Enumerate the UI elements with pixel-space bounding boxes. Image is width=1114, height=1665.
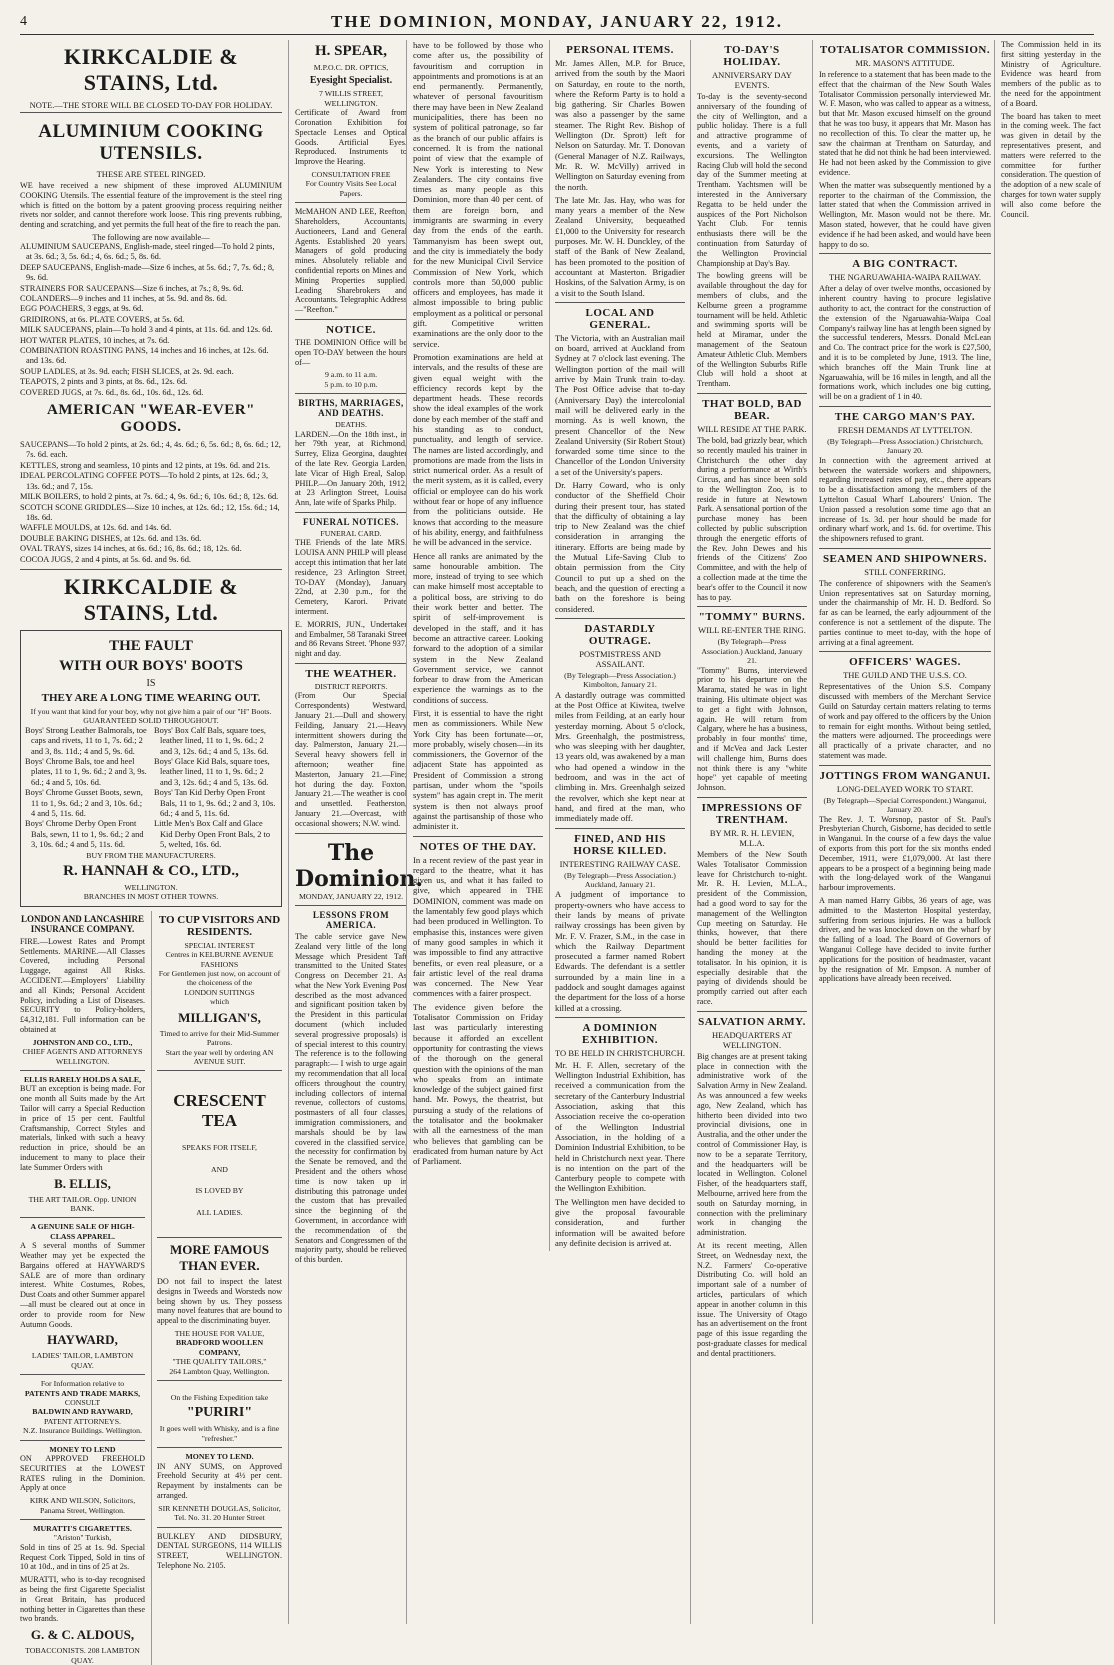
wear-ever-list (20, 440, 282, 565)
totalisator-body-2: When the matter was subsequently mentioned by a reporter to the chairman of the Commission, the latter stated that when the Commission arrived in Wellington, Mr. Mason would not be there. Mr. Mason stated, however, that he could have given evidence if he had been asked, and would have been happy to do so. (819, 180, 991, 249)
boots-list-right (154, 726, 277, 851)
officers-body: Representatives of the Union S.S. Company discussed with members of the Merchant Service Guild on Saturday certain matters relating to terms of work and pay offered to the officers by the Union to remain for eight months. Without being settled, the matters were adjourned. The proceedings were all practically of a private character, and no statement was made. (819, 682, 991, 761)
money2-title: MONEY TO LEND. (185, 1452, 254, 1462)
patent-intro: For Information relative to (40, 1379, 125, 1389)
ellis-address: THE ART TAILOR. Opp. UNION BANK. (28, 1194, 137, 1214)
editorial-para-a: have to be followed by those who come after us, the possibility of favouritism and corruption in appointments and promotions is at an end permanently. Permanently, whatever of personal favouritism there may have been in New Zealand municipalities, there has been no system of political patronage, so far as the branch of our public affairs is concerned. It is from the national point of view that the example of New York is interesting to New Zealanders. The city contains five times as many people as this Dominion, more than 40 per cent. of them are foreign born, and immigrants are swarming in every day from the ends of the earth. Tammanyism has been swept out, and the city is immediately the body for the new Municipal Civil Service Commission of New York, which controls more than 50,000 public officers and employees, has made it almost impossible to bring public employment as a political or personal gift. Competitive written examinations are the only door to the service. (413, 40, 543, 349)
bradford-tag: "THE QUALITY TAILORS," (172, 1357, 267, 1367)
salvation-title: SALVATION ARMY. (698, 1015, 806, 1028)
col6-para-b: The board has taken to meet in the coming week. The fact was given in detail by the representatives present, and matters were referred to the committee for further consideration. The question of the adoption of a new scale of charges for town water supply will also come before the Council. (1001, 111, 1101, 219)
crescent-line-4: ALL LADIES. (196, 1207, 243, 1217)
crescent-line-2: AND (211, 1164, 228, 1174)
officers-title: OFFICERS' WAGES. (849, 656, 961, 669)
fined-title: FINED, AND HIS HORSE KILLED. (573, 832, 667, 857)
spear-title: Eyesight Specialist. (309, 75, 393, 87)
london-agents: JOHNSTON AND CO., LTD., (32, 1037, 133, 1047)
money2-firm: SIR KENNETH DOUGLAS, Solicitor, (158, 1503, 281, 1513)
editorial-para-c: Hence all ranks are animated by the same honourable ambition. The more, instead of trying to see which can make himself most acceptable to a political boss, are striving to do their work better and better. The spirit of self-improvement is developed in the staff, and it has become an attractive career. Looking forward to the adoption of a similar system in the New Zealand Government service, we cannot forbear to draw from the American experience the warnings as to the conditions of success. (413, 550, 543, 705)
holiday-note: NOTE.—THE STORE WILL BE CLOSED TO-DAY FOR HOLIDAY. (20, 100, 282, 113)
tommy-body: "Tommy" Burns, interviewed prior to his departure on the Marama, stated he was in light training. His ultimate object was to get a fight with Johnson, again. He will return from Calgary, where he has a business, probably in four months' time, and if McVea and Jack Lester will challenge him, Burns does not think there is any "white hope" yet capable of meeting Johnson. (697, 665, 807, 793)
notice-time-2: 5 p.m. to 10 p.m. (324, 379, 378, 389)
muratti-title: MURATTI'S CIGARETTES. (33, 1524, 132, 1534)
jottings-subtitle: LONG-DELAYED WORK TO START. (836, 783, 974, 794)
london-chief: CHIEF AGENTS AND ATTORNEYS WELLINGTON. (22, 1047, 143, 1066)
london-body: FIRE.—Lowest Rates and Prompt Settlements. MARINE.—All Classes Covered, including Personal Luggage, against All Risks. ACCIDENT.—Employers' Liability and all Kinds; Personal Accident Policy, including a List of Diseases. SECURITY to Policy-holders, £4,312,181. Full information can be obtained at (20, 936, 145, 1035)
boots-list-left (25, 726, 148, 851)
editorial-para-b: Promotion examinations are held at intervals, and the results of these are given equal weight with the efficiency records kept by the department heads. These records show the ideal examples of the work done by each member of the staff and his standing as to conduct, punctuality, and length of service. The names are listed accordingly, and promotions are made from the lists in strict numerical order. As a result of the merit system, as it is called, every official or employee can do his work without fear or hope of any influence from the politicians outside. He knows that according to the measure of his ability, energy, and faithfulness he will be advanced in the service. (413, 351, 543, 548)
local-body: The Victoria, with an Australian mail on board, arrived at Auckland from Sydney at 7 o'clock last evening. The Wellington portion of the mail will arrive by Main Trunk train to-day. The Post Office advise that to-day (Anniversary Day) the intercolonial mail will be delivered early in the morning. As is well known, the present Chancellor of the New Zealand University (Sir Robert Stout) forwarded some time since to the Chancellor of the London University a set of the University's papers. (555, 332, 685, 477)
funeral-body: THE Friends of the late MRS. LOUISA ANN PHILP will please accept this intimation that her late residence, 23 Arlington Street, TO-DAY (Monday), January 22nd, at 2.30 p.m., for the Cemetery, Karori. Private interment. (295, 538, 407, 616)
column-editorial (406, 40, 691, 1624)
aluminium-item: TEAPOTS, 2 pints and 3 pints, at 8s. 6d., 12s. 6d. (20, 377, 188, 387)
masthead (20, 10, 1094, 35)
aluminium-list (20, 242, 282, 398)
aluminium-item: STRAINERS FOR SAUCEPANS—Size 6 inches, at 7s.; 8, 9s. 6d. (20, 283, 244, 293)
notice-body: THE DOMINION Office will be open TO-DAY between the hours of— (295, 337, 407, 367)
wear-ever-item: SAUCEPANS—To hold 2 pints, at 2s. 6d.; 4, 4s. 6d.; 6, 5s. 6d.; 8, 6s. 6d.; 12, 7s. 6d. each. (20, 440, 281, 460)
bulkley-ad: BULKLEY AND DIDSBURY, DENTAL SURGEONS, 114 WILLIS STREET, WELLINGTON. Telephone No. 2105. (157, 1531, 282, 1570)
jottings-press: (By Telegraph—Special Correspondent.) Wanganui, January 20. (823, 795, 987, 815)
spear-country: For Country Visits See Local Papers. (305, 179, 397, 198)
aluminium-item: EGG POACHERS, 3 eggs, at 9s. 6d. (20, 304, 144, 314)
boots-item: Boys' Box Calf Bals, square toes, leather lined, 11 to 1, 9s. 6d.; 2 and 3, 12s. 6d.; 4 and 5, 13s. 6d. (154, 725, 269, 756)
muratti-body-2: MURATTI, who is to-day recognised as being the first Cigarette Specialist in Great Britain, has produced nothing better in Cigarettes than these two brands. (20, 1575, 145, 1624)
bradford-name: BRADFORD WOOLLEN COMPANY, (175, 1338, 264, 1357)
personal-body-2: The late Mr. Jas. Hay, who was for many years a member of the New Zealand University, bequeathed £1,000 to the University for research purposes. Mr. W. H. Dunckley, of the staff of the Bank of New Zealand, has been promoted to the position of accountant at Masterton. Brigadier Hoskins, of the Salvation Army, is on a visit to the South Island. (555, 194, 685, 298)
money2-address: Tel. No. 31. 20 Hunter Street (174, 1513, 265, 1523)
spear-address: 7 WILLIS STREET, WELLINGTON. (318, 89, 384, 108)
dastard-subtitle: POSTMISTRESS AND ASSAILANT. (579, 648, 661, 669)
famous-title: MORE FAMOUS THAN EVER. (169, 1241, 270, 1273)
seamen-body: The conference of shipowners with the Seamen's Union representatives sat on Saturday morning, under the chairmanship of Mr. H. D. Bedford. So far as can be learned, the early adjournment of the conference is not a settlement of the dispute. The parties continue to meet to-day, with the hope of arriving at a final agreement. (819, 578, 991, 647)
contract-subtitle: THE NGARUAWAHIA-WAIPA RAILWAY. (828, 272, 982, 283)
wear-ever-item: KETTLES, strong and seamless, 10 pints and 12 pints, at 19s. 6d. and 21s. (20, 460, 271, 470)
exhibition-subtitle: TO BE HELD IN CHRISTCHURCH. (555, 1047, 685, 1058)
jottings-title: JOTTINGS FROM WANGANUI. (819, 769, 991, 782)
totalisator-subtitle: MR. MASON'S ATTITUDE. (855, 58, 955, 68)
money-firm: KIRK AND WILSON, Solicitors, (29, 1496, 136, 1506)
exhibition-title: A DOMINION EXHIBITION. (581, 1021, 659, 1046)
totalisator-body: In reference to a statement that has been made to the effect that the chairman of the New South Wales Totalisator Commission personally interviewed Mr. W. F. Mason, who was called to appear as a witness, but that Mr. Mason excused himself on the ground that he was too busy, it appears that Mr. Mason has no recollection of this. To clear the matter up, he saw the chairman at Trentham on Saturday, and stated that he did not think he had been interviewed. He had not been asked by the Commission to give evidence. (819, 70, 991, 177)
aldous-address: TOBACCONISTS. 208 LAMBTON QUAY. (25, 1646, 140, 1665)
local-title: LOCAL AND GENERAL. (585, 306, 655, 331)
crescent-title: CRESCENT TEA (173, 1091, 266, 1131)
column-news-1 (690, 40, 813, 1624)
cargo-title: THE CARGO MAN'S PAY. (834, 410, 976, 423)
aluminium-item: GRIDIRONS, at 6s. PLATE COVERS, at 5s. 6d. (20, 314, 185, 324)
contract-body: After a delay of over twelve months, occasioned by inherent country having to procure legislative authority to act, the contract for the construction of the extension of the Ngaruawahia-Waipa Coal Company's railway line has at length been signed by the successful tenderers, Messrs. Donald McLean and Co. The contract price for the work is £27,500, and it is to be completed by June, 1913. The line, which branches off the Main Trunk line at Ngaruawahia, will be 16 miles in length, and all the formations work, which includes one big cutting, will be on a gradient of 1 in 40. (819, 284, 992, 402)
aluminium-subtitle: THESE ARE STEEL RINGED. (96, 169, 206, 179)
cup-line-5: which (209, 997, 230, 1007)
money-body: ON APPROVED FREEHOLD SECURITIES at the LOWEST RATES ruling in the Dominion. Apply at once (20, 1454, 145, 1493)
aluminium-following: The following are now available— (92, 232, 210, 242)
wear-ever-title: AMERICAN "WEAR-EVER" GOODS. (47, 402, 255, 436)
aluminium-item: COMBINATION ROASTING PANS, 14 inches and 16 inches, at 12s. 6d. and 13s. 6d. (20, 346, 269, 366)
editorial-para-d: First, it is essential to have the right men as commissioners. While New York City has been fortunate—or, more probably, wisely chosen—in its commissioners, the Governor of the adjacent State has appointed as President of Commission a strong partisan, under whom the "spoils system" has again crept in. The merit system is then not always proof against the partisanship of those who administer it. (413, 708, 543, 832)
funeral-title: FUNERAL NOTICES. (302, 516, 400, 527)
fined-body: A judgment of importance to property-owners who have access to their lands by means of private railway crossings has been given by Mr. F. V. Frazer, S.M., in the case in which the Railway Department prosecuted a farmer named Robert Edwards. The defendant is a settler surrounded by a main line in a paddock and sought damages against the department for the loss of a horse killed at a crossing. (555, 889, 685, 1013)
notes-body: In a recent review of the past year in regard to the theatre, what it has given us, and what it has failed to give, which appeared in THE DOMINION, comment was made on the lamentably few good plays which had been produced in Wellington. To emphasise this, instances were given of many good samples in which it was impossible to find any attractive benefits, or even real pleasure, or a fair artistic level of the real drama was concerned. The New Year commences with a fairer prospect. (413, 854, 543, 999)
hannah-branches: BRANCHES IN MOST OTHER TOWNS. (83, 892, 219, 902)
today-title: TO-DAY'S HOLIDAY. (723, 44, 781, 68)
deaths-body: LARDEN.—On the 18th inst., in her 79th year, at Richmond, Surrey, Eliza Georgina, daughter of the late Rev. Georgia Larden, late Vicar of High Ereal, Salop. PHILP.—On January 20th, 1912, at 23 Arlington Street, Louisa Ann, late wife of Sparks Philp. (295, 429, 407, 508)
aluminium-item: MILK SAUCEPANS, plain—To hold 3 and 4 pints, at 11s. 6d. and 12s. 6d. (20, 325, 273, 335)
lessons-body: The cable service gave New Zealand very little of the long Message which President Taft transmitted to the United States Congress on December 21. As what the New York Evening Post described as the most advanced and significant position taken by the President in this particular document (which included several progressive proposals) is of special interest to this country. The reference is to the following paragraph:— I wish to urge again my recommendation that all local officers throughout the country, including collectors of internal revenue, collectors of customs, postmasters of all four classes, immigration commissioners, and marshals should be by law covered in the classified service, the necessity for confirmation by the Senate be removed, and the President and the others whose time is now taken up in distributing this patronage under the custom that has prevailed since the beginning of the Government, in accordance with the recommendation of the Senators and Congressmen of the majority party, should be relieved of this burden. (295, 931, 407, 1265)
wear-ever-item: IDEAL PERCOLATING COFFEE POTS—To hold 2 pints, at 12s. 6d.; 3, 13s. 6d.; and 7, 15s. (20, 471, 269, 491)
crescent-line-1: SPEAKS FOR ITSELF, (182, 1143, 257, 1153)
hannah-name: R. HANNAH & CO., LTD., (63, 863, 239, 880)
famous-house: THE HOUSE FOR VALUE, (174, 1328, 265, 1338)
spear-consult: CONSULTATION FREE (311, 170, 391, 179)
cup-line-4: LONDON SUITINGS (184, 987, 255, 997)
weather-title: THE WEATHER. (305, 667, 397, 680)
fined-press: (By Telegraph—Press Association.) Auckland, January 21. (564, 870, 676, 889)
milligan-name: MILLIGAN'S, (178, 1009, 261, 1025)
money2-body: IN ANY SUMS, on Approved Freehold Security at 4½ per cent. Repayment by instalments can be arranged. (157, 1461, 282, 1500)
dominion-title: The Dominion. (295, 839, 424, 892)
tommy-press: (By Telegraph—Press Association.) Auckland, January 21. (701, 637, 803, 666)
cup-line-7: Start the year well by ordering AN AVENUE SUIT. (165, 1047, 274, 1066)
muratti-body: Sold in tins of 25 at 1s. 9d. Special Request Cork Tipped, Sold in tins of 10 at 10d., and in tins of 25 at 2s. (20, 1542, 145, 1572)
tommy-subtitle: WILL RE-ENTER THE RING. (698, 625, 806, 636)
exhibition-body: Mr. H. F. Allen, secretary of the Wellington Industrial Exhibition, has received a communication from the secretary of the Canterbury Industrial Association, asking that this Association receive the co-operation of the Wellington Industrial Association, in the holding of a Dominion Industrial Exhibition, to be held in Christchurch next year. There is no intention on the part of the Canterbury people to compete with the Wellington Exhibition. (555, 1059, 685, 1194)
today-subtitle: ANNIVERSARY DAY EVENTS. (712, 70, 792, 90)
aluminium-item: COLANDERS—9 inches and 11 inches, at 5s. 9d. and 8s. 6d. (20, 294, 227, 304)
dominion-date: MONDAY, JANUARY 22, 1912. (298, 891, 404, 901)
boots-item: Boys' Tan Kid Derby Open Front Bals, 11 to 1, 9s. 6d.; 2 and 3, 10s. 6d.; 4 and 5, 11s. 6d. (154, 788, 276, 819)
fish-line-1: On the Fishing Expedition take (170, 1392, 269, 1402)
patent-address: N.Z. Insurance Buildings. Wellington. (23, 1426, 142, 1436)
aluminium-item: COVERED JUGS, at 7s. 6d., 8s. 6d., 10s. 6d., 12s. 6d. (20, 387, 204, 397)
dastard-press: (By Telegraph—Press Association.) Kimbolton, January 21. (564, 670, 676, 690)
cup-line-3: For Gentlemen just now, on account of the choiceness of the (158, 969, 281, 988)
col1-right-ads (151, 911, 282, 1665)
muratti-brand: "Ariston" Turkish, (53, 1533, 112, 1543)
column-advertisements (20, 40, 288, 1665)
cargo-body: In connection with the agreement arrived at between the waterside workers and shipowners, regarding increased rates of pay, etc., there appears to be a dissatisfaction among the members of the Lyttelton Casual Wharf Labourers' Union. The Union passed a resolution some time ago that an increase of 1s. 3d. per hour should be made for ordinary wharf work, and 1s. 6d. for overtime. This the shipowners refused to grant. (819, 455, 991, 544)
ellis-title: ELLIS RARELY HOLDS A SALE, (23, 1075, 142, 1085)
contract-title: A BIG CONTRACT. (852, 258, 958, 271)
boots-item: Boys' Chrome Bals, toe and heel plates, 11 to 1, 9s. 6d.; 2 and 3, 9s. 6d.; 4 and 5, 10s. 6d. (25, 756, 147, 787)
bear-body: The bold, bad grizzly bear, which so recently mauled his trainer in Christchurch the other day during a performance at Wirth's Circus, and has since been sold to the Wellington Zoo, is to reside in future at Newtown Park. A sensational portion of the purchase money has been collected by public subscription through the energetic efforts of the Rev. John Dewes and his friends of the Citizens' Zoo Committee, and with the help of a collection made at the time the bear's offer to the Council it now has to pay. (697, 435, 807, 602)
hayward-body: A S several months of Summer Weather may yet be expected the Bargains offered at HAYWARD'S SALE are of more than ordinary interest. White Costumes, Robes, Dust Coats and other Summer apparel—all must be cleared out at once in order to provide room for New Autumn Goods. (20, 1241, 145, 1329)
tommy-title: "TOMMY" BURNS. (698, 611, 806, 624)
hayward-title: A GENUINE SALE OF HIGH-CLASS APPAREL. (30, 1222, 135, 1241)
wear-ever-item: SCOTCH SCONE GRIDDLES—Size 10 inches, at 12s. 6d.; 12, 15s. 6d.; 14, 18s. 6d. (20, 502, 280, 522)
cup-line-2: Centres in KELBURNE AVENUE FASHIONS (165, 950, 274, 969)
wear-ever-item: MILK BOILERS, to hold 2 pints, at 7s. 6d.; 4, 9s. 6d.; 6, 10s. 6d.; 8, 12s. 6d. (20, 492, 279, 502)
col1-left-ads (20, 911, 145, 1665)
patent-firm: BALDWIN AND RAYWARD, (32, 1407, 133, 1417)
hayward-address: LADIES' TAILOR, LAMBTON QUAY. (31, 1351, 134, 1370)
aluminium-title: ALUMINIUM COOKING UTENSILS. (38, 121, 264, 164)
kirkcaldie-heading-2: KIRKCALDIE & STAINS, Ltd. (63, 573, 239, 625)
boots-item: Boys' Chrome Derby Open Front Bals, sewn, 11 to 1, 9s. 6d.; 2 and 3, 10s. 6d.; 4 and 5, 11s. 6d. (25, 819, 144, 850)
seamen-subtitle: STILL CONFERRING. (864, 566, 946, 577)
funeral-firm: E. MORRIS, JUN., Undertaker and Embalmer, 58 Taranaki Street and 86 Revans Street. 'Phone 937, night and day. (295, 619, 407, 659)
exhibition-body-2: The Wellington men have decided to give the proposal favourable consideration, and further information will be awaited before any definite decision is arrived at. (555, 1196, 685, 1248)
column-news-2 (812, 40, 997, 1624)
notes-title: NOTES OF THE DAY. (419, 840, 537, 853)
cargo-subtitle: FRESH DEMANDS AT LYTTELTON. (837, 424, 973, 435)
newspaper-title: THE DOMINION, MONDAY, JANUARY 22, 1912. (331, 12, 783, 31)
boots-buy: BUY FROM THE MANUFACTURERS. (86, 850, 216, 860)
boys-boots-ad (20, 630, 282, 907)
today-body: To-day is the seventy-second anniversary of the founding of the city of Wellington, and a public holiday. There is a full and attractive programme of events, and a variety of excursions. The Wellington Racing Club will hold the second day of the Summer meeting at Trentham. Yachtsmen will be interested in the Anniversary Regatta to be held under the auspices of the Port Nicholson Yacht Club. For tennis enthusiasts there will be the continuation from Saturday of the Wellington Provincial Championship at Day's Bay. (697, 92, 807, 268)
spear-name: H. SPEAR, (314, 43, 388, 59)
mahon-ad: McMAHON AND LEE, Reefton, Shareholders, Accountants, Auctioneers, Land and General Agents. Established 20 years. Managers of gold producing mines. Absolutely reliable and confidential reports on Mines and Mining Properties supplied. Leading Sharebrokers and Accountants. Telegraphic Address—"Reefton." (295, 207, 407, 315)
salvation-body: Big changes are at present taking place in connection with the administrative work of the Salvation Army in New Zealand. As was announced a few weeks ago, New Zealand, which has hitherto been divided into two provincial divisions, one in Australia, and the other under the control of Commissioner Hay, is now to be a separate Territory, and the headquarters will be located in Wellington. Colonel Fisher, of the headquarters staff, Melbourne, arrived here from the south on Saturday morning, in connection with the preliminary work in changing the administration. (697, 1051, 807, 1238)
aldous-name: G. & C. ALDOUS, (30, 1627, 135, 1643)
patent-title: PATENTS AND TRADE MARKS, (24, 1388, 141, 1398)
aluminium-item: HOT WATER PLATES, 10 inches, at 7s. 6d. (20, 335, 170, 345)
boots-is: IS (146, 677, 156, 689)
fish-line-2: It goes well with Whisky, and is a fine "refresher." (159, 1424, 280, 1443)
fined-subtitle: INTERESTING RAILWAY CASE. (559, 858, 681, 869)
notes-body-2: The evidence given before the Totalisator Commission on Friday last was particularly interesting because it afforded an excellent opportunity for contrasting the views of the thorough on the general question with the opinions of the man who speaks from an intimate knowledge of the subject gained first hand. Mr. Powys, the theatrist, but pursuing a study of the relations of the totalisator and the bookmaker with all the earnestness of the man who believes that gambling can be eradicated from human nature by Act of Parliament. (413, 1001, 543, 1167)
boots-item: Boys' Chrome Gusset Boots, sewn, 11 to 1, 9s. 6d.; 2 and 3, 10s. 6d.; 4 and 5, 11s. 6d. (25, 788, 143, 819)
personal-body: Mr. James Allen, M.P. for Bruce, arrived from the south by the Maori on Saturday, en route to the north, where the Reform Party is to hold a big gathering. Sir Charles Bowen was also a passenger by the same steamer. The Right Rev. Bishop of Wellington (Dr. Sprott) left for Nelson on Saturday. Mr. T. Donovan (General Manager of N.Z. Railways, Mr. R. W. McVilly) arrived in Wellington on Saturday evening from the north. (555, 58, 685, 192)
weather-body: (From Our Special Correspondents) Westward, January 21.—Dull and showery. Feilding, January 21.—Heavy intermittent showers during the day. Palmerston, January 21.—Several heavy showers fell in afternoon; weather fine. Masterton, January 21.—Fine; hot during the day. Foxton, January 21.—The weather is cool and unsettled. Featherston, January 21.—Overcast, with occasional showers; N.W. wind. (295, 691, 407, 828)
money-title: MONEY TO LEND (49, 1444, 116, 1454)
wear-ever-item: DOUBLE BAKING DISHES, at 12s. 6d. and 13s. 6d. (20, 533, 202, 543)
column-news-3 (994, 40, 1101, 1624)
patent-consult: CONSULT (64, 1398, 101, 1408)
ellis-body: BUT an exception is being made. For one month all Suits made by the Art Tailor will carry a Special Reduction in price of 15 per cent. Faultful Craftsmanship, Correct Styles and materials, linked with such a heavy reduction in price, should be an inducement to many to place their late Summer Orders with (20, 1084, 145, 1172)
dastard-body: A dastardly outrage was committed at the Post Office at Kiwitea, twelve miles from Feilding, at an early hour yesterday morning. About 5 o'clock, Mrs. Greenhalgh, the postmistress, who was sleeping with her daughter, 13 years old, was awakened by a man who had opened a window in the bedroom, and was in the act of climbing in. Mrs. Greenhalgh seized the revolver, which she kept near at hand, and fired at the man, who immediately made off. (555, 689, 685, 824)
cup-line-6: Timed to arrive for their Mid-Summer Patrons. (159, 1028, 280, 1048)
today-body-2: The bowling greens will be available throughout the day for members of clubs, and the Kelburne green a programme tournament will be held. Athletic and swimming sports will be held at Miramar, under the management of the Seatoun Amateur Athletic Club. Members of the Wellington Suburbs Rifle Club will hold a shoot at Trentham. (697, 271, 807, 389)
totalisator-title: TOTALISATOR COMMISSION. (819, 44, 991, 56)
page-number: 4 (20, 14, 27, 29)
aluminium-item: ALUMINIUM SAUCEPANS, English-made, steel ringed—To hold 2 pints, at 3s. 6d.; 3, 5s. 6d.; 4, 6s. 6d.; 5, 8s. 6d. (20, 241, 275, 262)
crescent-line-3: IS LOVED BY (195, 1186, 244, 1196)
weather-subtitle: DISTRICT REPORTS. (314, 681, 388, 691)
lessons-title: LESSONS FROM AMERICA. (312, 909, 390, 930)
notice-time-1: 9 a.m. to 11 a.m. (324, 370, 378, 380)
boots-title-2: WITH OUR BOYS' BOOTS (59, 657, 243, 674)
officers-subtitle: THE GUILD AND THE U.S.S. CO. (843, 670, 967, 681)
kirkcaldie-heading: KIRKCALDIE & STAINS, Ltd. (63, 44, 239, 95)
seamen-title: SEAMEN AND SHIPOWNERS. (822, 552, 988, 565)
hannah-location: WELLINGTON. (124, 883, 178, 893)
spear-body: Certificate of Award from Coronation Exhibition for Spectacle Lenses and Optical Goods. Artificial Eyes. Reproduced. Instruments to Improve the Hearing. (295, 108, 407, 167)
boots-item: Boys' Glace Kid Bals, square toes, leather lined, 11 to 1, 9s. 6d.; 2 and 3, 12s. 6d.; 4 and 5, 13s. 6d. (154, 756, 270, 787)
spear-degree: M.P.O.C. DR. OPTICS, (313, 63, 389, 72)
salvation-body-2: At its recent meeting, Allen Street, on Wednesday next, the N.Z. Farmers' Co-operative Distributing Co. will hold an important sale of a number of articles, particulars of which appear in another column in this issue. The University of Otago has an advertisement on the front page of this issue regarding the post-graduate classes for medical and dental practitioners. (697, 1240, 807, 1358)
money-address: Panama Street, Wellington. (40, 1505, 125, 1515)
impressions-subtitle: BY MR. R. H. LEVIEN, M.L.A. (709, 828, 795, 849)
boots-title-3: THEY ARE A LONG TIME WEARING OUT. (41, 691, 261, 704)
aluminium-item: SOUP LADLES, at 3s. 9d. each; FISH SLICES, at 2s. 9d. each. (20, 366, 234, 376)
ellis-name: B. ELLIS, (54, 1175, 111, 1191)
boots-intro: If you want that kind for your boy, why not give him a pair of our "H" Boots. GUARANTEED SOLID THROUGHOUT. (30, 706, 272, 726)
aluminium-item: DEEP SAUCEPANS, English-made—Size 6 inches, at 5s. 6d.; 7, 7s. 6d.; 8, 9s. 6d. (20, 262, 275, 283)
dastard-title: DASTARDLY OUTRAGE. (584, 622, 656, 647)
funeral-card: FUNERAL CARD. (320, 528, 382, 538)
salvation-subtitle: HEADQUARTERS AT WELLINGTON. (711, 1029, 792, 1050)
famous-body: DO not fail to inspect the latest designs in Tweeds and Worsteds now being shown by us. They possess many novel features that are bound to appeal to the discriminating buyer. (157, 1276, 282, 1326)
personal-title: PERSONAL ITEMS. (566, 44, 674, 56)
boots-item: Little Men's Box Calf and Glace Kid Derby Open Front Bals, 2 to 5, welted, 16s. 6d. (154, 819, 271, 850)
aluminium-body: WE have received a new shipment of these improved ALUMINIUM COOKING Utensils. The essential feature of the improvement is the steel ring which is fitted on the bottom by a patent grooving process requiring neither rivets nor solder, and cannot therefore work loose. This ring prevents rubbing, denting and scratching, and yet permits the full heat of the fire to reach the pan. (20, 181, 282, 230)
bmd-title: BIRTHS, MARRIAGES, AND DEATHS. (298, 398, 404, 419)
cup-line-1: SPECIAL INTEREST (184, 940, 255, 950)
impressions-title: IMPRESSIONS OF TRENTHAM. (701, 802, 803, 827)
wear-ever-item: COCOA JUGS, 2 and 4 pints, at 5s. 6d. and 9s. 6d. (20, 554, 191, 564)
boots-item: Boys' Strong Leather Balmorals, toe caps and rivets, 11 to 1, 7s. 6d.; 2 and 3, 8s. 11d.; 4 and 5, 9s. 6d. (25, 725, 147, 756)
boots-title-1: THE FAULT (109, 637, 193, 654)
london-title: LONDON AND LANCASHIRE INSURANCE COMPANY. (20, 913, 145, 934)
deaths-title: DEATHS. (335, 420, 367, 430)
puriri-name: "PURIRI" (186, 1405, 253, 1421)
col6-para-a: The Commission held in its first sitting yesterday in the Ministry of Agriculture. Evidence was heard from members of the public as to the need for the appointment of a Board. (1001, 40, 1101, 108)
jottings-body: The Rev. J. T. Worsnop, pastor of St. Paul's Presbyterian Church, Gisborne, has decided to settle in Wanganui. In the course of a few days the value of exports from this port for the six months ended December, 1911, were £1,079,000. At last there appears to be a prospect of a beginning being made with the long-delayed work of the Wanganui harbour improvements. (819, 814, 991, 893)
wear-ever-item: WAFFLE MOULDS, at 12s. 6d. and 14s. 6d. (20, 523, 172, 533)
bear-subtitle: WILL RESIDE AT THE PARK. (697, 423, 807, 434)
jottings-body-2: A man named Harry Gibbs, 36 years of age, was admitted to the Masterton Hospital yesterday, suffering from serious injuries. He was a bullock driver, and he was knocked down on the wharf by the falling of a load. The Board of Governors of Wanganui College have decided to invite further applications for the position of headmaster, vacant by the resignation of Mr. Empson. A number of applications have already been received. (819, 896, 991, 984)
local-body-2: Dr. Harry Coward, who is only conductor of the Sheffield Choir during their present tour, has stated that the difficulty of obtaining a lay trip to New Zealand was the chief consideration in arranging the itinerary. Efforts are being made by the Mutual Life-Saving Club to obtain permission from the City Council to put up a shed on the beach, and the question of erecting a bath on the foreshore is being considered. (555, 479, 685, 614)
column-notices (288, 40, 424, 1624)
hayward-name: HAYWARD, (47, 1332, 118, 1348)
impressions-body: Members of the New South Wales Totalisator Commission leave for Christchurch to-night. Mr. R. H. Levien, M.L.A., president of the Commission, had a good word to say for the management of the Wellington Cup meeting on Saturday. He thinks, however, that there should be better facilities for handing the money at the totalisator. In his opinion, it is especially desirable that the paying of dividends should be promptly carried out after each race. (697, 850, 807, 1006)
bradford-address: 264 Lambton Quay, Wellington. (169, 1366, 270, 1376)
wear-ever-item: OVAL TRAYS, sizes 14 inches, at 6s. 6d.; 16, 8s. 6d.; 18, 12s. 6d. (20, 544, 242, 554)
cargo-press: (By Telegraph—Press Association.) Christchurch, January 20. (827, 436, 983, 456)
notice-title: NOTICE. (326, 323, 376, 336)
bear-title: THAT BOLD, BAD BEAR. (702, 397, 802, 422)
patent-sub: PATENT ATTORNEYS. (44, 1416, 121, 1426)
cup-title: TO CUP VISITORS AND RESIDENTS. (158, 913, 281, 938)
